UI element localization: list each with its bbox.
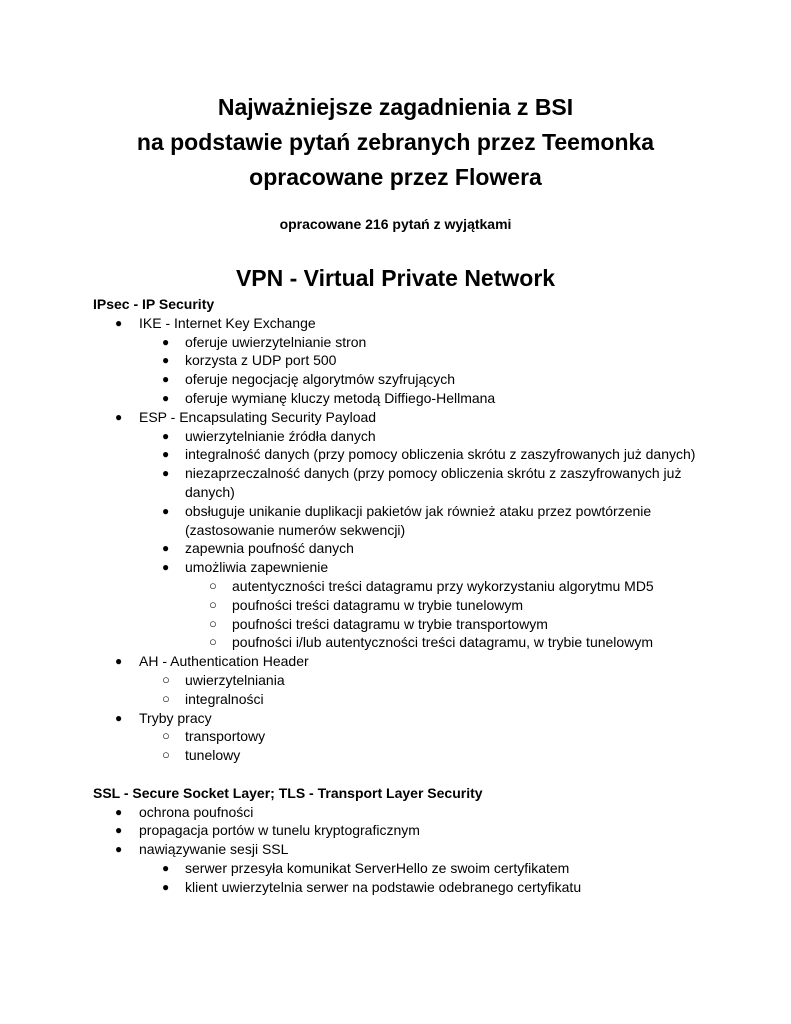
list-item-text: poufności i/lub autentyczności treści datagramu, w trybie tunelowym — [232, 634, 653, 651]
list-item — [93, 671, 713, 690]
list-item-text: propagacja portów w tunelu kryptograficznym — [139, 822, 420, 839]
circle-bullet-icon: ○ — [162, 747, 170, 763]
list-item-text: oferuje uwierzytelnianie stron — [185, 333, 367, 350]
modes-list — [93, 727, 713, 765]
title-line: opracowane przez Flowera — [249, 164, 542, 190]
circle-bullet-icon: ○ — [209, 634, 217, 650]
list-item — [93, 633, 713, 652]
list-item-text: serwer przesyła komunikat ServerHello ze swoim certyfikatem — [185, 859, 570, 876]
bullet-icon: ● — [162, 466, 170, 481]
ssl-session-list — [93, 859, 713, 897]
bullet-icon: ● — [162, 503, 170, 518]
title-line: Najważniejsze zagadnienia z BSI — [217, 94, 574, 120]
list-item-text: klient uwierzytelnia serwer na podstawie odebranego certyfikatu — [185, 878, 582, 895]
list-item-text: autentyczności treści datagramu przy wykorzystaniu algorytmu MD5 — [232, 577, 654, 594]
vpn-section-heading: VPN - Virtual Private Network — [235, 265, 556, 291]
list-item — [93, 615, 713, 634]
ssl-heading: SSL - Secure Socket Layer; TLS - Transport Layer Security — [93, 784, 483, 801]
bullet-icon: ● — [162, 334, 170, 349]
esp-list — [93, 427, 713, 577]
bullet-icon: ● — [115, 823, 123, 838]
list-item-text: oferuje wymianę kluczy metodą Diffiego-Hellmana — [185, 389, 496, 406]
list-item-text: oferuje negocjację algorytmów szyfrujących — [185, 371, 456, 388]
list-item — [93, 878, 713, 897]
document-subtitle: opracowane 216 pytań z wyjątkami — [279, 216, 512, 232]
spacer — [93, 765, 713, 784]
list-item — [93, 351, 713, 370]
list-item — [93, 558, 713, 577]
list-item-text: zapewnia poufność danych — [185, 540, 354, 557]
list-item — [93, 746, 713, 765]
ah-list-head — [93, 652, 713, 671]
list-item — [93, 314, 713, 333]
list-item-text: umożliwia zapewnienie — [185, 559, 329, 576]
list-item — [93, 577, 713, 596]
list-item — [93, 652, 713, 671]
list-item-text: integralności — [185, 690, 264, 707]
list-item-text: transportowy — [185, 728, 266, 745]
list-item — [93, 502, 713, 540]
list-item-text: poufności treści datagramu w trybie transportowym — [232, 615, 548, 632]
list-item — [93, 709, 713, 728]
esp-list-head — [93, 408, 713, 427]
bullet-icon: ● — [115, 842, 123, 857]
ipsec-list — [93, 314, 713, 333]
ah-label: AH - Authentication Header — [139, 653, 309, 670]
bullet-icon: ● — [162, 560, 170, 575]
list-item — [93, 727, 713, 746]
list-item-text: korzysta z UDP port 500 — [185, 352, 337, 369]
esp-label: ESP - Encapsulating Security Payload — [139, 408, 377, 425]
list-item — [93, 464, 713, 502]
list-item — [93, 408, 713, 427]
bullet-icon: ● — [115, 804, 123, 819]
circle-bullet-icon: ○ — [209, 615, 217, 631]
list-item — [93, 445, 713, 464]
list-item — [93, 539, 713, 558]
list-item-text: integralność danych (przy pomocy obliczenia skrótu z zaszyfrowanych już danych) — [185, 446, 696, 463]
document-body — [93, 295, 713, 897]
list-item-text: ochrona poufności — [139, 803, 254, 820]
list-item-text: niezaprzeczalność danych (przy pomocy obliczenia skrótu z zaszyfrowanych już danych) — [185, 465, 682, 500]
list-item-text: tunelowy — [185, 747, 241, 764]
document-title — [0, 90, 791, 195]
ike-list — [93, 333, 713, 408]
bullet-icon: ● — [162, 353, 170, 368]
bullet-icon: ● — [162, 372, 170, 387]
ssl-list — [93, 803, 713, 859]
bullet-icon: ● — [162, 428, 170, 443]
circle-bullet-icon: ○ — [162, 728, 170, 744]
bullet-icon: ● — [115, 710, 123, 725]
bullet-icon: ● — [115, 654, 123, 669]
circle-bullet-icon: ○ — [209, 596, 217, 612]
list-item-text: nawiązywanie sesji SSL — [139, 841, 289, 858]
title-line: na podstawie pytań zebranych przez Teemonka — [136, 129, 655, 155]
bullet-icon: ● — [115, 315, 123, 330]
list-item — [93, 803, 713, 822]
circle-bullet-icon: ○ — [162, 690, 170, 706]
list-item — [93, 333, 713, 352]
bullet-icon: ● — [115, 409, 123, 424]
bullet-icon: ● — [162, 860, 170, 875]
list-item-text: uwierzytelnianie źródła danych — [185, 427, 376, 444]
circle-bullet-icon: ○ — [209, 577, 217, 593]
list-item — [93, 596, 713, 615]
ike-label: IKE - Internet Key Exchange — [139, 314, 316, 331]
bullet-icon: ● — [162, 541, 170, 556]
list-item — [93, 840, 713, 859]
list-item-text: uwierzytelniania — [185, 671, 285, 688]
bullet-icon: ● — [162, 447, 170, 462]
bullet-icon: ● — [162, 879, 170, 894]
bullet-icon: ● — [162, 390, 170, 405]
list-item — [93, 859, 713, 878]
esp-sub-list — [93, 577, 713, 652]
ipsec-heading: IPsec - IP Security — [93, 296, 215, 312]
list-item — [93, 821, 713, 840]
list-item-text: obsługuje unikanie duplikacji pakietów jak również ataku przez powtórzenie (zastosowanie numerów sekwencji) — [185, 502, 652, 538]
modes-list-head — [93, 709, 713, 728]
modes-label: Tryby pracy — [139, 709, 212, 726]
ah-list — [93, 671, 713, 709]
circle-bullet-icon: ○ — [162, 671, 170, 687]
list-item-text: poufności treści datagramu w trybie tunelowym — [232, 596, 524, 613]
list-item — [93, 427, 713, 446]
list-item — [93, 389, 713, 408]
list-item — [93, 690, 713, 709]
list-item — [93, 370, 713, 389]
